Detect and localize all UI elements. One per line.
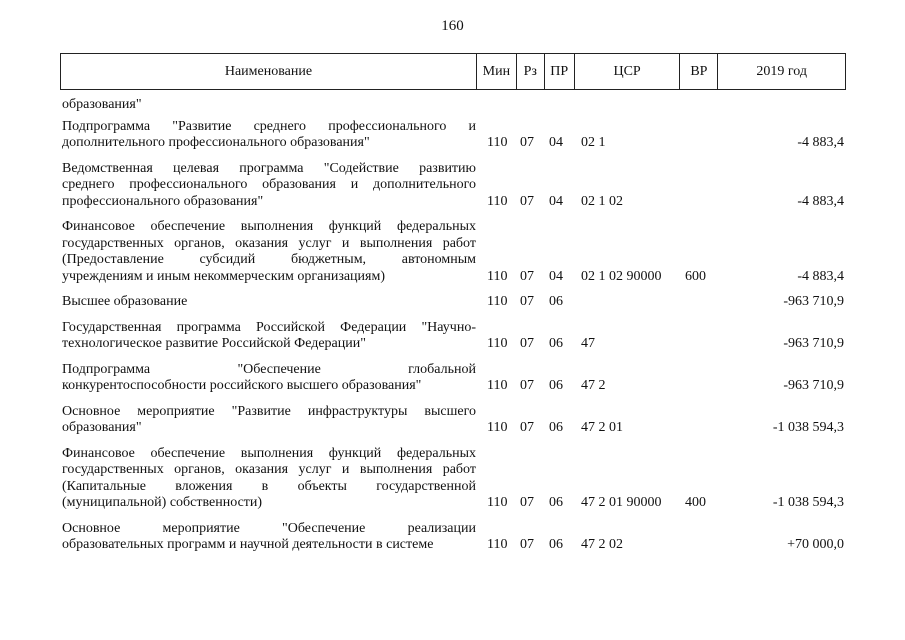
row-name-line: образовательных программ и научной деятельности в системе: [62, 537, 434, 552]
row-rz: 07: [520, 336, 534, 351]
row-name: [60, 294, 476, 311]
row-pr: 04: [549, 268, 563, 284]
row-name-line: (муниципальной) собственности): [62, 495, 263, 510]
header-rz: Рз: [517, 54, 545, 89]
row-name-line: (Капитальные вложения в объекты государственной: [62, 478, 476, 494]
header-csr: ЦСР: [575, 54, 681, 89]
row-rz: 07: [520, 268, 534, 284]
row-rz: 07: [520, 537, 534, 552]
row-amount: -4 883,4: [797, 135, 844, 150]
row-csr: 02 1: [581, 135, 606, 150]
table-row: [60, 320, 850, 353]
row-name-line: среднего профессионального образования и дополнительного: [62, 177, 476, 192]
row-min: 110: [487, 420, 508, 435]
row-csr: 47 2 01: [581, 420, 623, 435]
row-name-line: Государственная программа Российской Федерации "Научно-: [62, 319, 476, 335]
row-name-line: образования": [62, 420, 142, 435]
row-name-line: Высшее образование: [62, 294, 188, 309]
row-pr: 04: [549, 135, 563, 150]
row-amount: -4 883,4: [797, 193, 844, 209]
row-pr: 06: [549, 378, 563, 393]
row-rz: 07: [520, 420, 534, 435]
row-csr: 02 1 02: [581, 193, 623, 209]
row-pr: 06: [549, 495, 563, 510]
row-name-line: Основное мероприятие "Обеспечение реализации: [62, 520, 476, 536]
row-name-line: конкурентоспособности российского высшего образования": [62, 378, 422, 393]
row-vr: 400: [685, 495, 706, 510]
row-name: [60, 521, 476, 554]
table-row: [60, 521, 850, 554]
row-name-line: технологическое развитие Российской Федерации": [62, 336, 366, 351]
row-name-line: государственных органов, оказания услуг и выполнения работ: [62, 462, 476, 477]
row-name-line: Основное мероприятие "Развитие инфраструктуры высшего: [62, 403, 476, 419]
row-csr: 47 2 01 90000: [581, 495, 662, 510]
row-amount: -963 710,9: [783, 336, 844, 351]
row-csr: 47: [581, 336, 595, 351]
table-row: [60, 161, 850, 211]
row-rz: 07: [520, 378, 534, 393]
row-pr: 06: [549, 294, 563, 309]
row-amount: -1 038 594,3: [772, 495, 844, 510]
table-row: [60, 97, 850, 114]
row-min: 110: [487, 537, 508, 552]
row-min: 110: [487, 378, 508, 393]
header-vr: ВР: [680, 54, 718, 89]
row-name-line: профессионального образования": [62, 193, 264, 209]
row-name-line: Финансовое обеспечение выполнения функций федеральных: [62, 219, 476, 234]
page-number: 160: [441, 18, 464, 34]
row-rz: 07: [520, 135, 534, 150]
row-name-line: дополнительного профессионального образования": [62, 135, 370, 150]
table-row: [60, 294, 850, 311]
header-min: Мин: [477, 54, 517, 89]
row-name: [60, 404, 476, 437]
row-pr: 06: [549, 336, 563, 351]
row-csr: 47 2: [581, 378, 606, 393]
table-row: [60, 219, 850, 285]
row-amount: -4 883,4: [797, 268, 844, 284]
table-body: [60, 97, 850, 563]
row-csr: 02 1 02 90000: [581, 268, 662, 284]
row-name-line: Подпрограмма "Развитие среднего профессионального и: [62, 118, 476, 134]
row-min: 110: [487, 135, 508, 150]
row-min: 110: [487, 268, 508, 284]
row-name: [60, 362, 476, 395]
row-pr: 06: [549, 537, 563, 552]
table-row: [60, 362, 850, 395]
row-name-line: Финансовое обеспечение выполнения функций федеральных: [62, 445, 476, 461]
row-amount: -963 710,9: [783, 294, 844, 309]
row-amount: +70 000,0: [787, 537, 844, 552]
row-name-line: (Предоставление субсидий бюджетным, автономным: [62, 252, 476, 267]
table-row: [60, 119, 850, 152]
row-pr: 04: [549, 193, 563, 209]
row-min: 110: [487, 495, 508, 510]
row-pr: 06: [549, 420, 563, 435]
table-row: [60, 446, 850, 512]
header-year: 2019 год: [756, 63, 807, 79]
row-name-line: учреждениям и иным некоммерческим организациям): [62, 268, 386, 284]
table-row: [60, 404, 850, 437]
table-header: [60, 53, 846, 90]
row-name: [60, 446, 476, 512]
row-name: [60, 97, 476, 114]
row-min: 110: [487, 193, 508, 209]
row-name-line: Подпрограмма "Обеспечение глобальной: [62, 361, 476, 377]
row-name: [60, 219, 476, 285]
row-name: [60, 161, 476, 211]
row-rz: 07: [520, 495, 534, 510]
row-name-line: государственных органов, оказания услуг и выполнения работ: [62, 235, 476, 251]
row-name: [60, 119, 476, 152]
row-amount: -1 038 594,3: [772, 420, 844, 435]
row-name: [60, 320, 476, 353]
row-min: 110: [487, 294, 508, 309]
row-name-line: образования": [62, 97, 142, 112]
row-rz: 07: [520, 193, 534, 209]
row-name-line: Ведомственная целевая программа "Содействие развитию: [62, 160, 476, 176]
header-name: Наименование: [61, 54, 477, 89]
row-min: 110: [487, 336, 508, 351]
row-rz: 07: [520, 294, 534, 309]
row-csr: 47 2 02: [581, 537, 623, 552]
row-amount: -963 710,9: [783, 378, 844, 393]
row-vr: 600: [685, 268, 706, 284]
header-pr: ПР: [545, 54, 575, 89]
